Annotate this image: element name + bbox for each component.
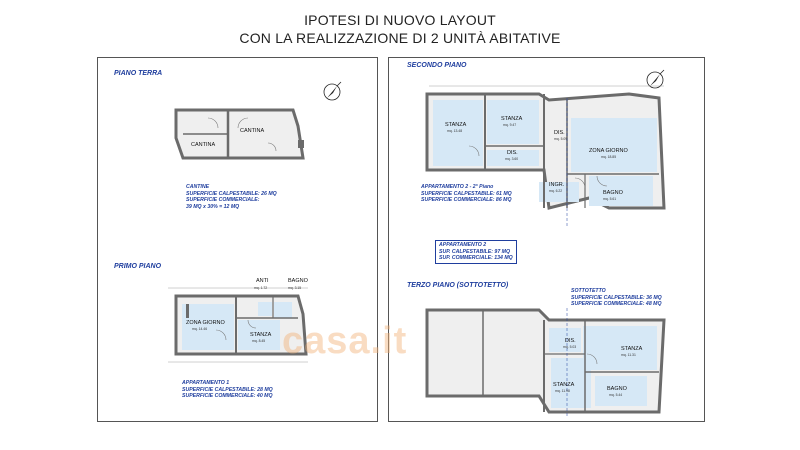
terzo-piano-heading: TERZO PIANO (SOTTOTETTO)	[407, 282, 509, 289]
room-label-bagno: BAGNO	[603, 190, 623, 196]
room-area-stanza-2: mq. 11.98	[555, 389, 570, 393]
room-label-stanza-1: STANZA	[445, 122, 467, 128]
room-area-bagno: mq. 5.44	[609, 393, 623, 397]
piano-terra-plan	[176, 110, 304, 158]
room-label-dis-1: DIS.	[507, 150, 518, 156]
room-area-ingr: mq. 6.22	[549, 189, 563, 193]
room-label-cantina-a: CANTINA	[191, 142, 216, 148]
room-label-stanza-2: STANZA	[501, 116, 523, 122]
primo-piano-info: APPARTAMENTO 1 SUPERFICIE CALPESTABILE: 28 MQ SUPERFICIE COMMERCIALE: 40 MQ	[182, 380, 273, 400]
room-area-dis: mq. 5.03	[563, 345, 577, 349]
appartamento-2-summary-box: APPARTAMENTO 2 SUP. CALPESTABILE: 97 MQ SUP. COMMERCIALE: 134 MQ	[435, 240, 517, 264]
left-floor-plans	[98, 58, 377, 421]
room-label-zona-giorno: ZONA GIORNO	[589, 148, 628, 154]
room-label-stanza-2: STANZA	[553, 382, 575, 388]
compass-icon	[324, 82, 341, 100]
room-area-bagno: mq. 3.15	[288, 286, 302, 290]
watermark-logo: casa.it	[282, 320, 408, 362]
room-label-stanza-1: STANZA	[621, 346, 643, 352]
primo-piano-plan	[168, 278, 309, 362]
room-area-dis-2: mq. 5.09	[554, 137, 568, 141]
room-label-cantina-b: CANTINA	[240, 128, 265, 134]
room-area-dis-1: mq. 3.60	[505, 157, 519, 161]
room-area-stanza-2: mq. 9.47	[503, 123, 517, 127]
compass-icon	[647, 70, 664, 88]
room-label-bagno: BAGNO	[607, 386, 627, 392]
room-label-anti: ANTI	[256, 278, 269, 284]
room-area-stanza-1: mq. 11.31	[621, 353, 636, 357]
room-label-zona-giorno: ZONA GIORNO	[186, 320, 225, 326]
page-subtitle: CON LA REALIZZAZIONE DI 2 UNITÀ ABITATIVE	[239, 30, 561, 46]
left-plan-panel	[97, 57, 378, 422]
terzo-piano-info: SOTTOTETTO SUPERFICIE CALPESTABILE: 36 MQ SUPERFICIE COMMERCIALE: 48 MQ	[571, 288, 662, 308]
room-area-anti: mq. 1.72	[254, 286, 268, 290]
room-label-bagno: BAGNO	[288, 278, 308, 284]
room-area-stanza: mq. 8.45	[252, 339, 266, 343]
room-area-zona-giorno: mq. 18.85	[601, 155, 617, 159]
room-label-stanza: STANZA	[250, 332, 272, 338]
right-plan-panel	[388, 57, 705, 422]
secondo-piano-info: APPARTAMENTO 2 - 2° Piano SUPERFICIE CALPESTABILE: 61 MQ SUPERFICIE COMMERCIALE: 86 MQ	[421, 184, 512, 204]
room-area-zona-giorno: mq. 14.46	[192, 327, 208, 331]
room-label-ingr: INGR.	[549, 182, 565, 188]
piano-terra-info: CANTINE SUPERFICIE CALPESTABILE: 26 MQ SUPERFICIE COMMERCIALE: 39 MQ x 30% = 12 MQ	[186, 184, 277, 210]
piano-terra-heading: PIANO TERRA	[114, 70, 163, 77]
room-label-dis: DIS.	[565, 338, 576, 344]
room-area-bagno: mq. 5.61	[603, 197, 617, 201]
secondo-piano-plan	[427, 86, 664, 228]
room-label-dis-2: DIS.	[554, 130, 565, 136]
primo-piano-heading: PRIMO PIANO	[114, 263, 162, 270]
page-title: IPOTESI DI NUOVO LAYOUT	[304, 12, 496, 28]
terzo-piano-plan	[427, 308, 664, 418]
room-area-stanza-1: mq. 13.48	[447, 129, 463, 133]
secondo-piano-heading: SECONDO PIANO	[407, 62, 467, 69]
